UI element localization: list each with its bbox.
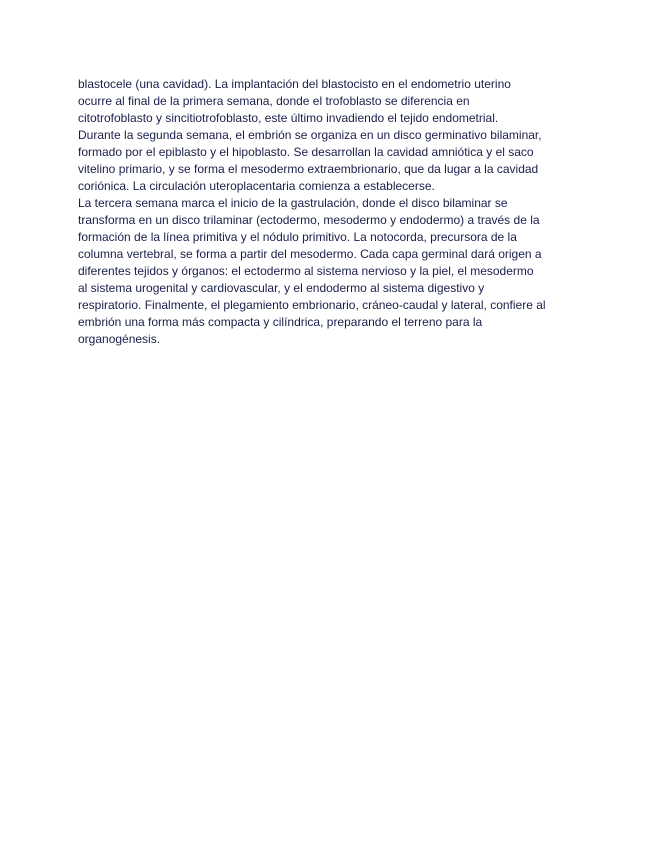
text-line: respiratorio. Finalmente, el plegamiento embrionario, cráneo-caudal y lateral, confiere al	[78, 298, 546, 312]
text-line: ocurre al final de la primera semana, donde el trofoblasto se diferencia en	[78, 94, 470, 108]
text-line: columna vertebral, se forma a partir del mesodermo. Cada capa germinal dará origen a	[78, 247, 542, 261]
text-line: transforma en un disco trilaminar (ectodermo, mesodermo y endodermo) a través de la	[78, 213, 540, 227]
text-line: citotrofoblasto y sincitiotrofoblasto, este último invadiendo el tejido endometrial.	[78, 111, 499, 125]
text-line: vitelino primario, y se forma el mesodermo extraembrionario, que da lugar a la cavidad	[78, 162, 539, 176]
text-line: coriónica. La circulación uteroplacentaria comienza a establecerse.	[78, 179, 435, 193]
text-line: embrión una forma más compacta y cilíndrica, preparando el terreno para la	[78, 315, 483, 329]
text-line: al sistema urogenital y cardiovascular, y el endodermo al sistema digestivo y	[78, 281, 485, 295]
text-line: diferentes tejidos y órganos: el ectodermo al sistema nervioso y la piel, el mesodermo	[78, 264, 534, 278]
text-line: organogénesis.	[78, 332, 161, 346]
text-line: La tercera semana marca el inicio de la gastrulación, donde el disco bilaminar se	[78, 196, 508, 210]
body-text	[78, 76, 588, 348]
text-line: Durante la segunda semana, el embrión se organiza en un disco germinativo bilaminar,	[78, 128, 542, 142]
text-line: blastocele (una cavidad). La implantación del blastocisto en el endometrio uterino	[78, 77, 511, 91]
text-line: formación de la línea primitiva y el nódulo primitivo. La notocorda, precursora de la	[78, 230, 517, 244]
text-line: formado por el epiblasto y el hipoblasto. Se desarrollan la cavidad amniótica y el saco	[78, 145, 534, 159]
